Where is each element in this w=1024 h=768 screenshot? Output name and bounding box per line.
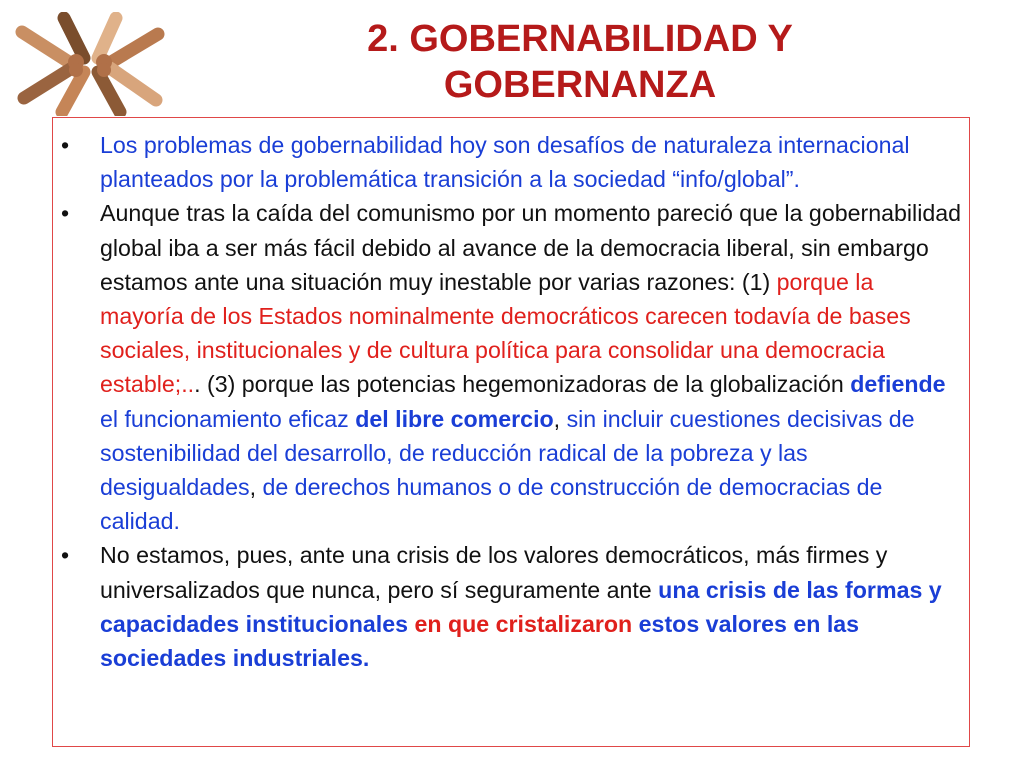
bullet-text-highlight: en que cristalizaron <box>408 610 633 637</box>
bullet-list <box>53 118 969 675</box>
slide-title-line-1: 2. GOBERNABILIDAD Y <box>367 18 793 60</box>
bullet-text: No estamos, pues, ante una crisis de los valores democráticos, más firmes y universalizados que nunca, pero sí seguramente ante <box>100 542 888 603</box>
bullet-text-highlight: porque la mayoría de los Estados nominalmente democráticos carecen todavía de bases sociales, institucionales y de cultura política para consolidar una democracia estable;.. <box>100 268 911 398</box>
bullet-text: sin incluir cuestiones decisivas de sostenibilidad del desarrollo, de reducción radical de la pobreza y las desigualdades <box>100 405 915 501</box>
slide-title-line-2: GOBERNANZA <box>443 64 717 106</box>
bullet-text-emphasis: del libre comercio <box>355 405 554 432</box>
bullet-item <box>53 196 963 538</box>
bullet-text: Aunque tras la caída del comunismo por un momento pareció que la gobernabilidad global iba a ser más fácil debido al avance de la democracia liberal, sin embargo estamos ante una situación muy inestable por varias razones: (1) <box>100 200 962 295</box>
bullet-text-emphasis: una crisis de las formas y capacidades institucionales <box>100 576 942 637</box>
bullet-item <box>53 128 963 196</box>
content-box <box>52 117 970 747</box>
bullet-text-emphasis: estos valores en las sociedades industriales. <box>100 610 860 672</box>
slide-title <box>230 16 930 108</box>
bullet-text: de derechos humanos o de construcción de democracias de calidad. <box>100 474 883 535</box>
bullet-marker: • <box>61 542 70 569</box>
joined-hands-circle-icon <box>12 12 168 116</box>
bullet-text: . (3) porque las potencias hegemonizadoras de la globalización <box>194 371 851 398</box>
bullet-marker: • <box>61 132 70 158</box>
bullet-item <box>53 538 963 675</box>
bullet-text: el funcionamiento eficaz <box>100 405 356 432</box>
bullet-text: Los problemas de gobernabilidad hoy son desafíos de naturaleza internacional planteados por la problemática transición a la sociedad “info/global”. <box>100 132 910 193</box>
bullet-text: , <box>249 474 263 501</box>
bullet-marker: • <box>61 200 70 227</box>
bullet-text-emphasis: defiende <box>850 371 946 398</box>
bullet-text: , <box>553 405 567 432</box>
